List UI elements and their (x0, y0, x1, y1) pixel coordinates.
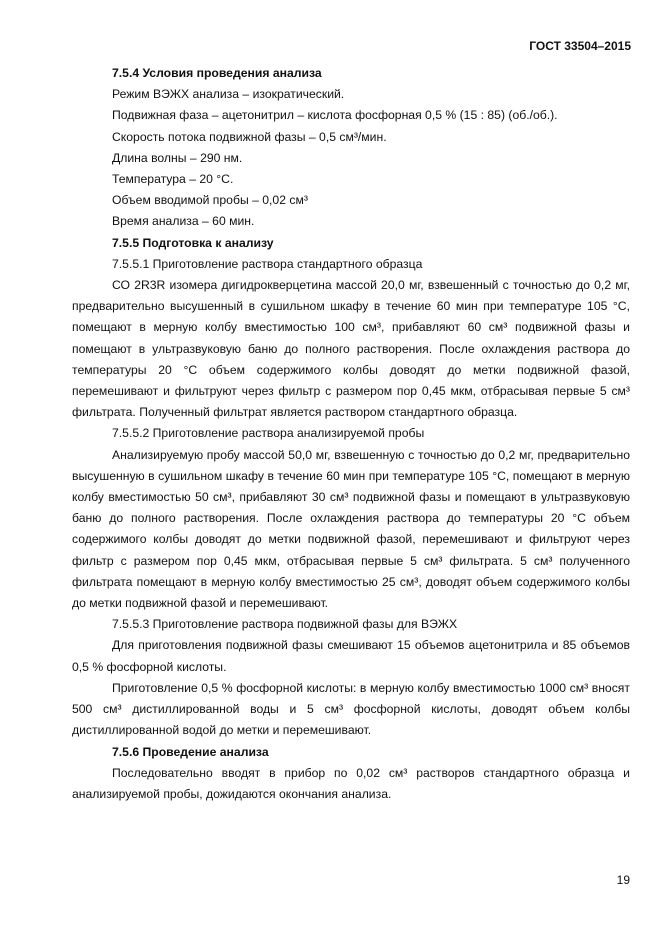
paragraph-sample-solution: Анализируемую пробу массой 50,0 мг, взвешенную с точностью до 0,2 мг, предварительно высушенную в сушильном шкафу в течение 60 мин при температуре 105 °С, помещают в мерную колбу вместимостью 50 см³, прибавляют 30 см³ подвижной фазы и помещают в ультразвуковую баню до полного растворения. После охлаждения раствора до температуры 20 °С объем содержимого колбы доводят до метки подвижной фазой, перемешивают и фильтруют через фильтр с размером пор 0,45 мкм, отбрасывая первые 5 см³ фильтрата. 5 см³ полученного фильтрата помещают в мерную колбу вместимостью 25 см³, доводят объем содержимого колбы до метки подвижной фазой и перемешивают. (72, 447, 630, 611)
subsection-heading-7-5-5-1: 7.5.5.1 Приготовление раствора стандартного образца (112, 256, 423, 271)
section-heading-7-5-5: 7.5.5 Подготовка к анализу (112, 235, 274, 250)
condition-mobile-phase: Подвижная фаза – ацетонитрил – кислота фосфорная 0,5 % (15 : 85) (об./об.). (112, 108, 558, 123)
paragraph-mobile-phase-prep: Для приготовления подвижной фазы смешивают 15 объемов ацетонитрила и 85 объемов 0,5 % фосфорной кислоты. (72, 638, 630, 674)
condition-wavelength: Длина волны – 290 нм. (112, 150, 243, 165)
section-heading-7-5-4: 7.5.4 Условия проведения анализа (112, 66, 322, 80)
condition-mode: Режим ВЭЖХ анализа – изократический. (112, 87, 345, 102)
condition-flow-rate: Скорость потока подвижной фазы – 0,5 см³/мин. (112, 129, 387, 144)
subsection-heading-7-5-5-2: 7.5.5.2 Приготовление раствора анализируемой пробы (112, 426, 425, 441)
paragraph-analysis-procedure: Последовательно вводят в прибор по 0,02 см³ растворов стандартного образца и анализируемой пробы, дожидаются окончания анализа. (72, 765, 630, 801)
paragraph-standard-solution: СО 2R3R изомера дигидрокверцетина массой 20,0 мг, взвешенный с точностью до 0,2 мг, предварительно высушенный в сушильном шкафу в течение 60 мин при температуре 105 °С, помещают в мерную колбу вместимостью 100 см³, прибавляют 60 см³ подвижной фазы и помещают в ультразвуковую баню до полного растворения. После охлаждения раствора до температуры 20 °С объем содержимого колбы доводят до метки подвижной фазой, перемешивают и фильтруют через фильтр с размером пор 0,45 мкм, отбрасывая первые 5 см³ фильтрата. Полученный фильтрат является раствором стандартного образца. (72, 278, 630, 420)
condition-analysis-time: Время анализа – 60 мин. (112, 214, 255, 229)
subsection-heading-7-5-5-3: 7.5.5.3 Приготовление раствора подвижной фазы для ВЭЖХ (112, 617, 458, 632)
section-heading-7-5-6: 7.5.6 Проведение анализа (112, 744, 269, 759)
document-header: ГОСТ 33504–2015 (529, 39, 631, 53)
condition-temperature: Температура – 20 °С. (112, 172, 234, 187)
page-number: 19 (616, 873, 630, 887)
document-body (72, 63, 630, 805)
paragraph-phosphoric-acid-prep: Приготовление 0,5 % фосфорной кислоты: в мерную колбу вместимостью 1000 см³ вносят 500 см³ дистиллированной воды и 5 см³ фосфорной кислоты, доводят объем колбы дистиллированной водой до метки и перемешивают. (72, 680, 630, 738)
condition-injection-volume: Объем вводимой пробы – 0,02 см³ (112, 193, 308, 208)
